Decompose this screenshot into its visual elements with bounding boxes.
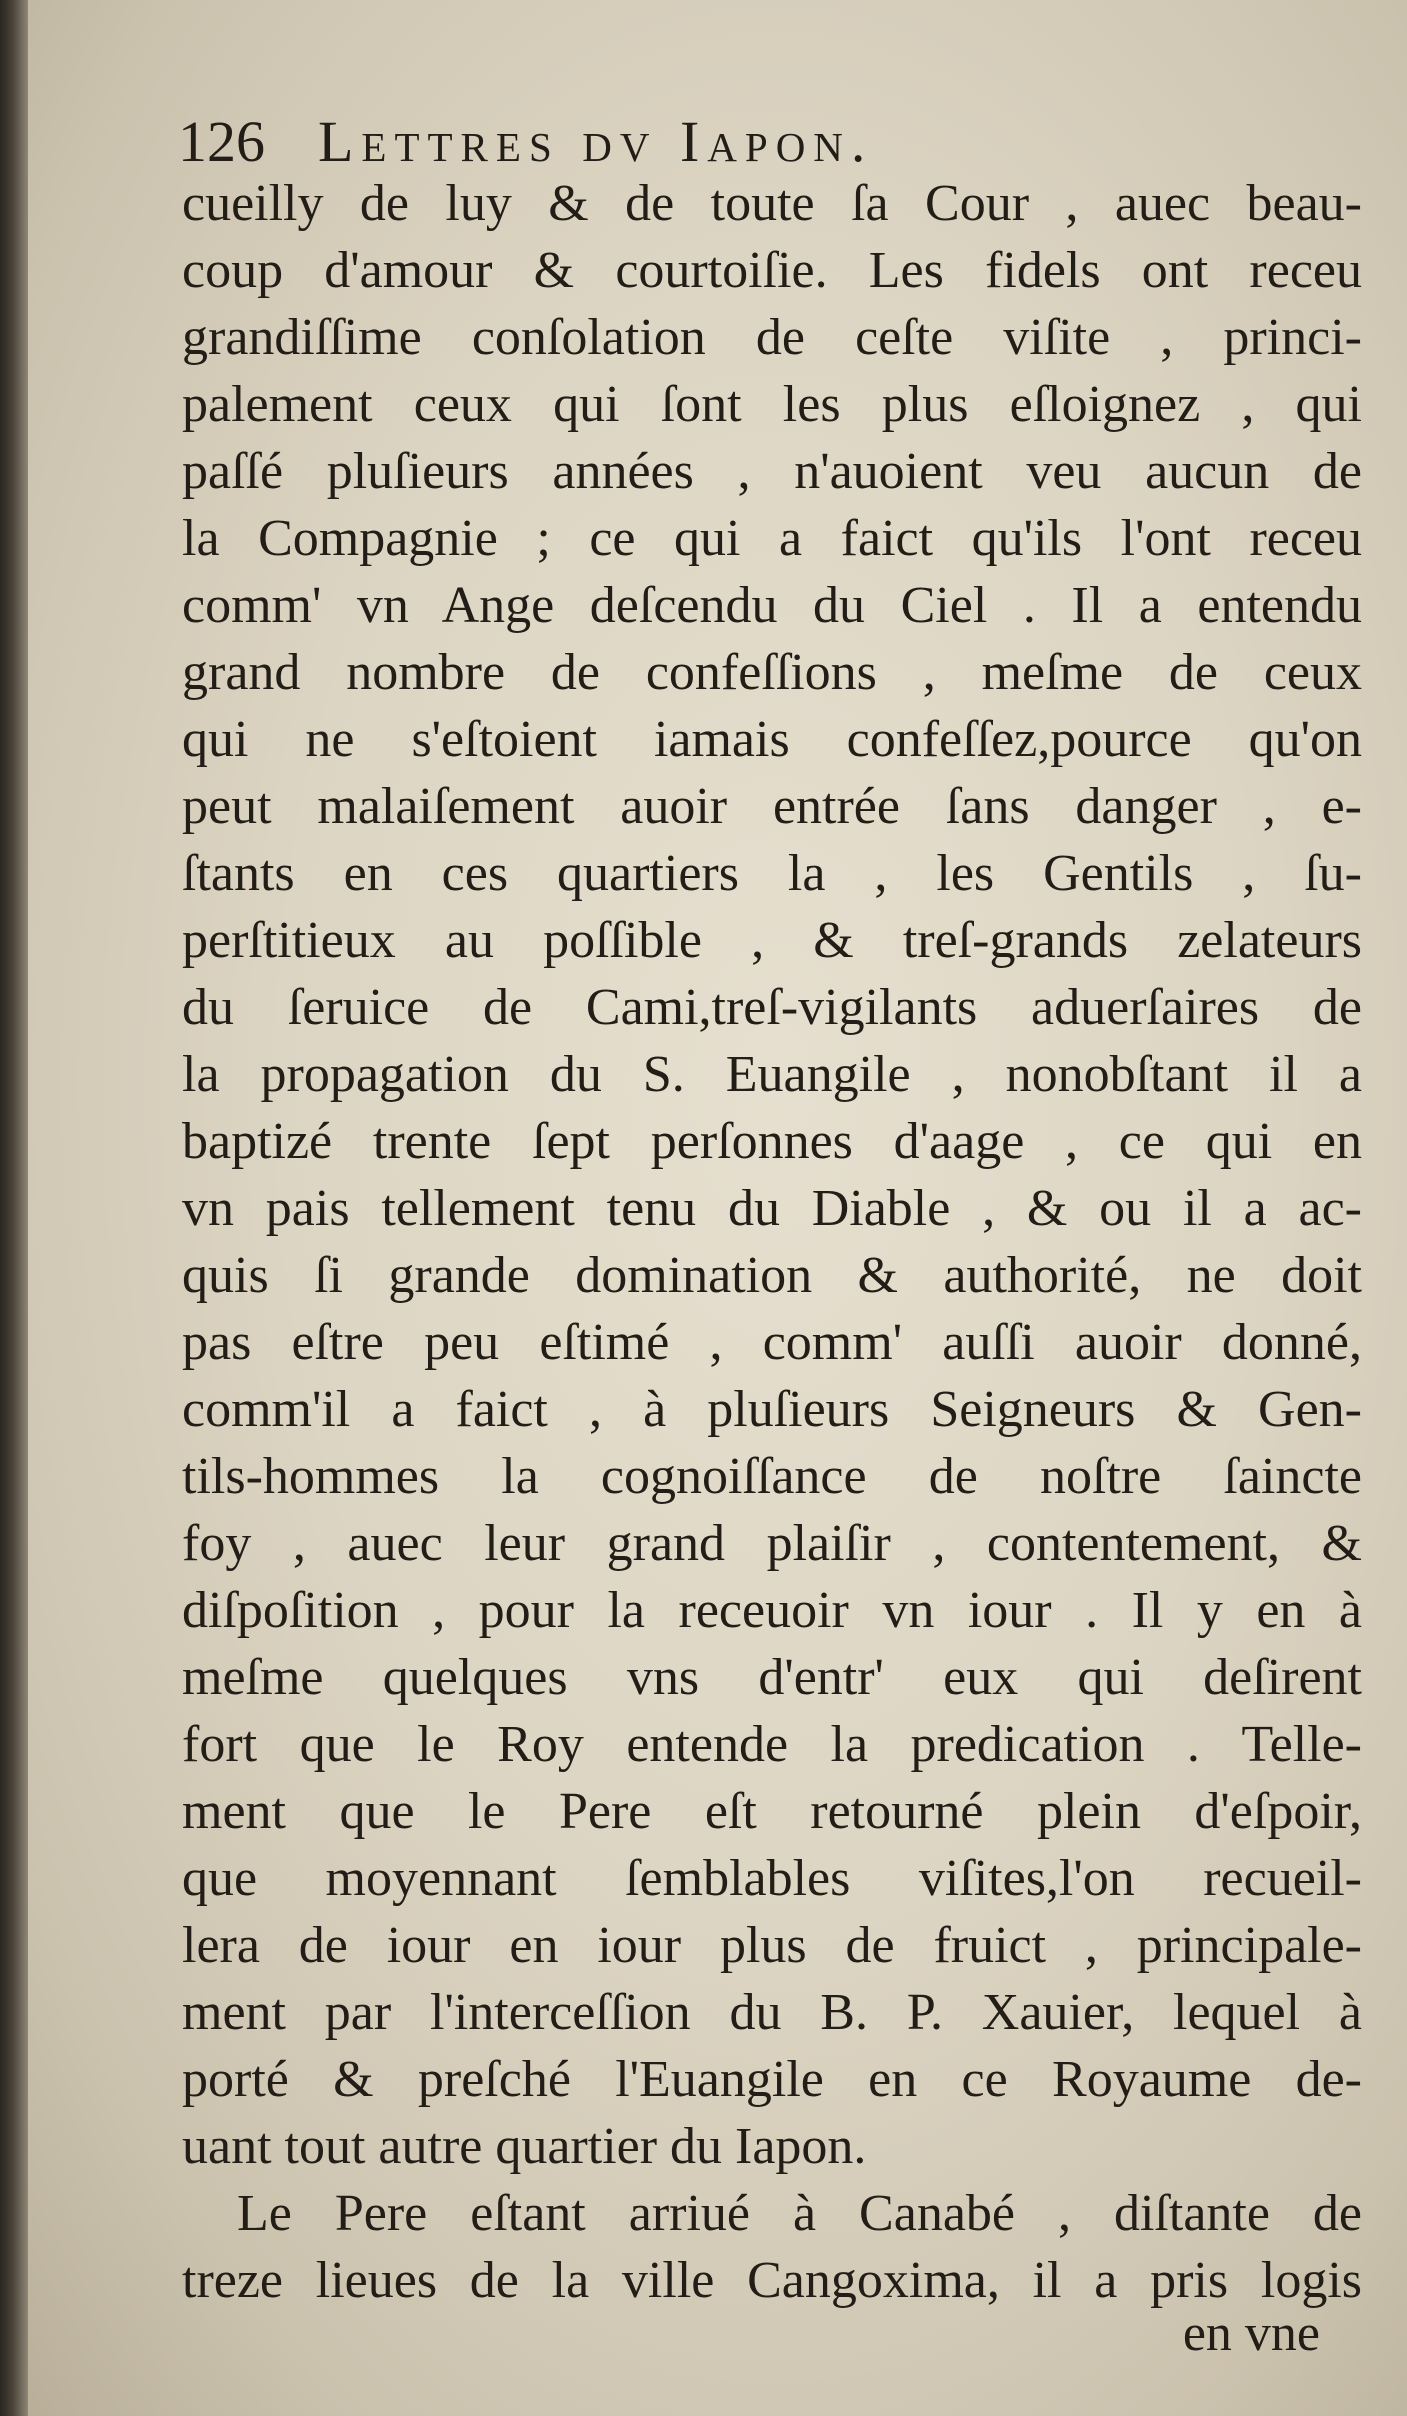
text-line: diſpoſition , pour la receuoir vn iour . Il y en à — [182, 1582, 1362, 1639]
text-block — [182, 170, 1362, 2314]
book-binding-edge — [0, 0, 28, 2416]
text-line: du ſeruice de Cami,treſ-vigilants aduerſaires de — [182, 979, 1362, 1036]
text-line: cueilly de luy & de toute ſa Cour , auec beau- — [182, 175, 1362, 232]
text-line: palement ceux qui ſont les plus eſloignez , qui — [182, 376, 1362, 433]
text-line: uant tout autre quartier du Iapon. — [182, 2118, 867, 2175]
text-line: la Compagnie ; ce qui a faict qu'ils l'ont receu — [182, 510, 1362, 567]
text-line: pas eſtre peu eſtimé , comm' auſſi auoir donné, — [182, 1314, 1362, 1371]
catchword: en vne — [1182, 2305, 1320, 2362]
text-line: coup d'amour & courtoiſie. Les fidels ont receu — [182, 242, 1362, 299]
text-line: tils-hommes la cognoiſſance de noſtre ſaincte — [182, 1448, 1362, 1505]
text-line: lera de iour en iour plus de fruict , principale- — [182, 1917, 1362, 1974]
text-line: vn pais tellement tenu du Diable , & ou il a ac- — [182, 1180, 1362, 1237]
text-line: porté & preſché l'Euangile en ce Royaume de- — [182, 2051, 1362, 2108]
text-line: comm' vn Ange deſcendu du Ciel . Il a entendu — [182, 577, 1362, 634]
text-line: foy , auec leur grand plaiſir , contentement, & — [182, 1515, 1362, 1572]
text-line: meſme quelques vns d'entr' eux qui deſirent — [182, 1649, 1362, 1706]
text-line: comm'il a faict , à pluſieurs Seigneurs & Gen- — [182, 1381, 1362, 1438]
text-line: que moyennant ſemblables viſites,l'on recueil- — [182, 1850, 1362, 1907]
text-line: ment par l'interceſſion du B. P. Xauier, lequel à — [182, 1984, 1362, 2041]
text-line: ment que le Pere eſt retourné plein d'eſpoir, — [182, 1783, 1362, 1840]
text-line: grand nombre de confeſſions , meſme de ceux — [182, 644, 1362, 701]
page-number: 126 — [178, 109, 265, 174]
text-line: perſtitieux au poſſible , & treſ-grands zelateurs — [182, 912, 1362, 969]
text-line: quis ſi grande domination & authorité, ne doit — [182, 1247, 1362, 1304]
text-line: la propagation du S. Euangile , nonobſtant il a — [182, 1046, 1362, 1103]
text-line: peut malaiſement auoir entrée ſans danger , e- — [182, 778, 1362, 835]
page-body — [150, 75, 1375, 2395]
text-line: ſtants en ces quartiers la , les Gentils , ſu- — [182, 845, 1362, 902]
text-line: baptizé trente ſept perſonnes d'aage , ce qui en — [182, 1113, 1362, 1170]
paragraph-start-line: Le Pere eſtant arriué à Canabé , diſtante de — [237, 2185, 1362, 2242]
running-title: Lettres dv Iapon. — [318, 109, 874, 174]
text-line: fort que le Roy entende la predication . Telle- — [182, 1716, 1362, 1773]
text-line: treze lieues de la ville Cangoxima, il a pris logis — [182, 2252, 1362, 2309]
text-line: paſſé pluſieurs années , n'auoient veu aucun de — [182, 443, 1362, 500]
text-line: grandiſſime conſolation de ceſte viſite , princi- — [182, 309, 1362, 366]
text-line: qui ne s'eſtoient iamais confeſſez,pource qu'on — [182, 711, 1362, 768]
